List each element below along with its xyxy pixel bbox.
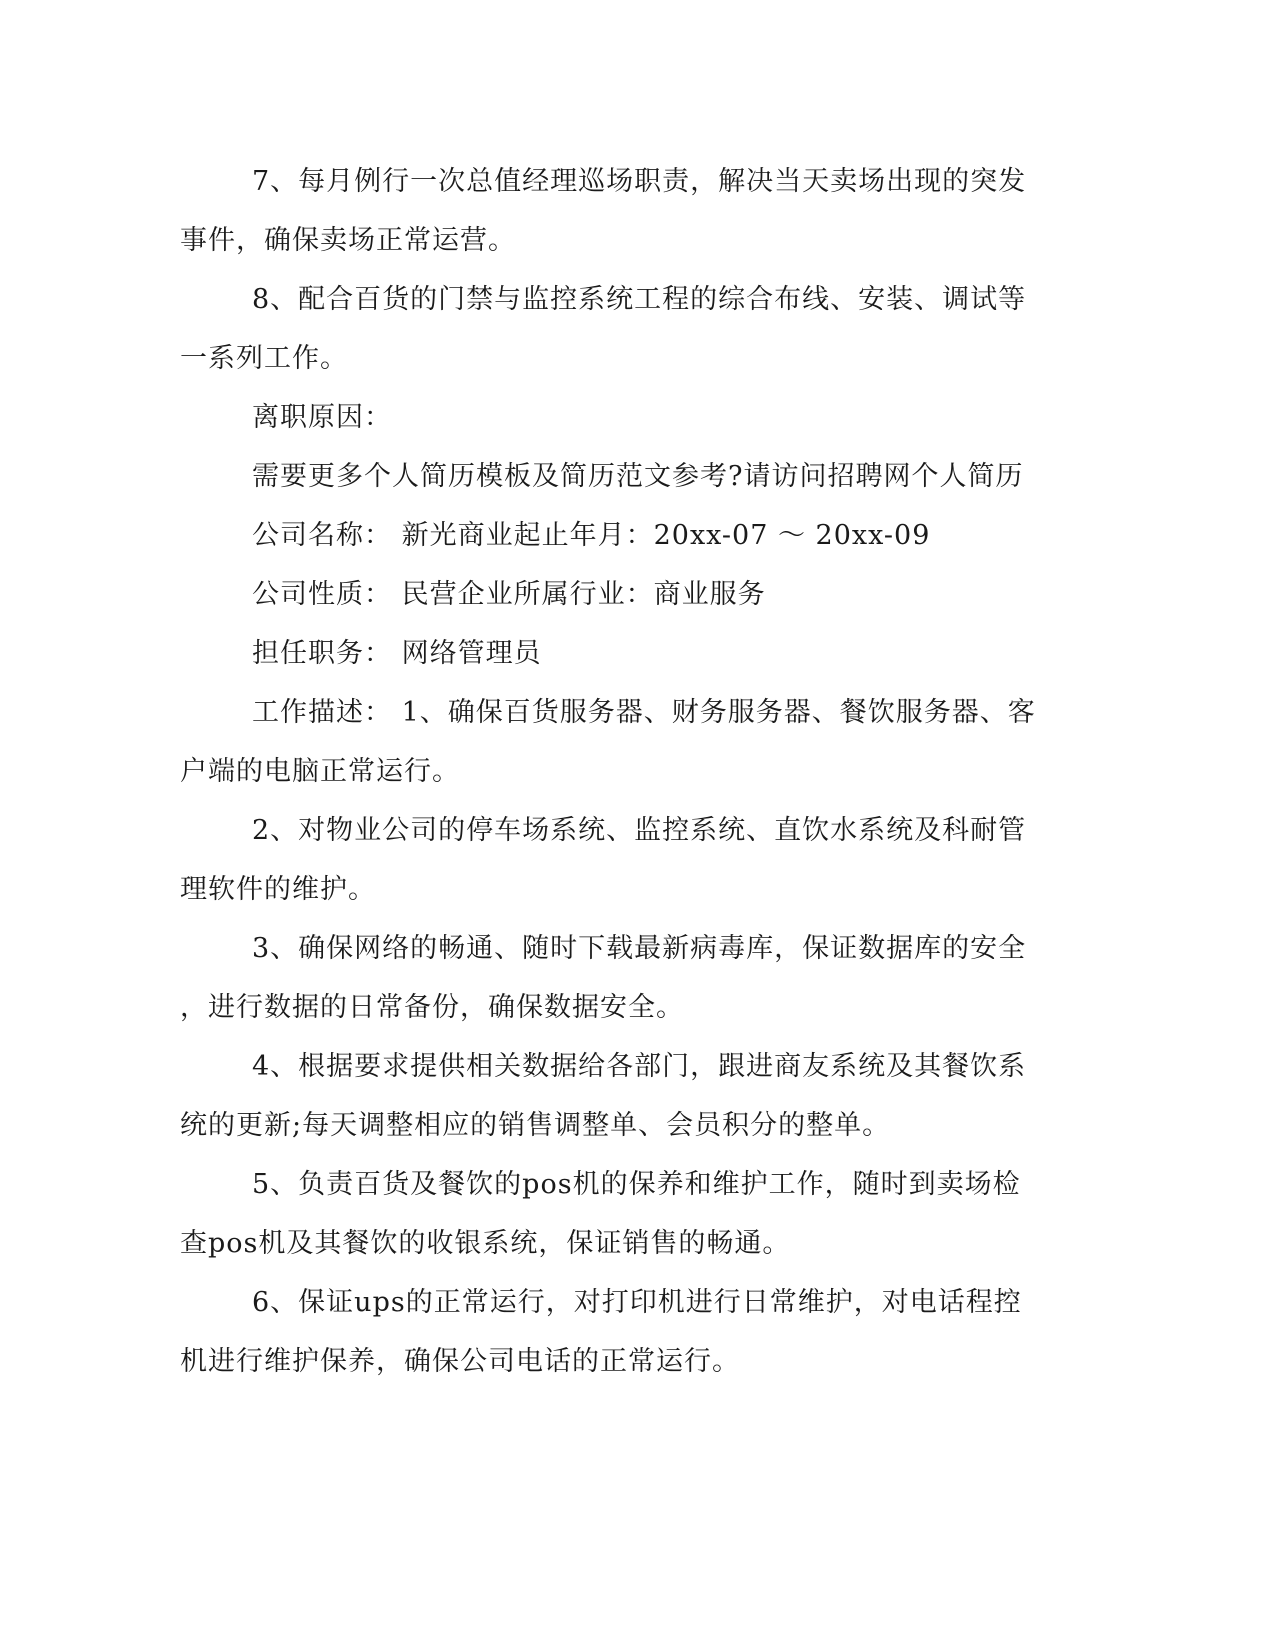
text-line: 一系列工作。 — [180, 343, 348, 374]
text-line: 4、根据要求提供相关数据给各部门，跟进商友系统及其餐饮系 — [252, 1051, 1027, 1082]
text-line: 担任职务： 网络管理员 — [252, 638, 542, 669]
paragraph-item-2 — [180, 801, 1027, 919]
text-line: 公司名称： 新光商业起止年月：20xx-07 ～ 20xx-09 — [252, 520, 931, 551]
text-line: 8、配合百货的门禁与监控系统工程的综合布线、安装、调试等 — [252, 284, 1027, 315]
paragraph-item-6 — [180, 1273, 1020, 1391]
text-line: 户端的电脑正常运行。 — [180, 756, 460, 787]
paragraph-item-4 — [180, 1037, 1027, 1155]
paragraph-company-type — [180, 565, 1020, 624]
text-line: 5、负责百货及餐饮的pos机的保养和维护工作，随时到卖场检 — [252, 1169, 1021, 1200]
text-line: 3、确保网络的畅通、随时下载最新病毒库，保证数据库的安全 — [252, 933, 1027, 964]
paragraph-item-5 — [180, 1155, 1020, 1273]
text-line: 机进行维护保养，确保公司电话的正常运行。 — [180, 1346, 740, 1377]
paragraph-promo — [180, 447, 1024, 506]
paragraph-position — [180, 624, 1020, 683]
text-line: 7、每月例行一次总值经理巡场职责，解决当天卖场出现的突发 — [252, 166, 1027, 197]
paragraph-item-7 — [180, 152, 1027, 270]
text-line: 2、对物业公司的停车场系统、监控系统、直饮水系统及科耐管 — [252, 815, 1027, 846]
text-line: 统的更新;每天调整相应的销售调整单、会员积分的整单。 — [180, 1110, 891, 1141]
paragraph-leave-reason — [180, 388, 1020, 447]
paragraph-item-8 — [180, 270, 1027, 388]
text-line: ，进行数据的日常备份，确保数据安全。 — [180, 992, 684, 1023]
text-line: 需要更多个人简历模板及简历范文参考?请访问招聘网个人简历 — [252, 461, 1024, 492]
text-line: 6、保证ups的正常运行，对打印机进行日常维护，对电话程控 — [252, 1287, 1022, 1318]
text-line: 工作描述： 1、确保百货服务器、财务服务器、餐饮服务器、客 — [252, 697, 1036, 728]
paragraph-company-name — [180, 506, 1020, 565]
text-line: 离职原因： — [252, 402, 392, 433]
text-line: 理软件的维护。 — [180, 874, 376, 905]
text-line: 事件，确保卖场正常运营。 — [180, 225, 516, 256]
text-line: 查pos机及其餐饮的收银系统，保证销售的畅通。 — [180, 1228, 791, 1259]
text-line: 公司性质： 民营企业所属行业：商业服务 — [252, 579, 766, 610]
paragraph-item-3 — [180, 919, 1027, 1037]
paragraph-job-description — [180, 683, 1036, 801]
document-body — [180, 152, 1036, 1391]
